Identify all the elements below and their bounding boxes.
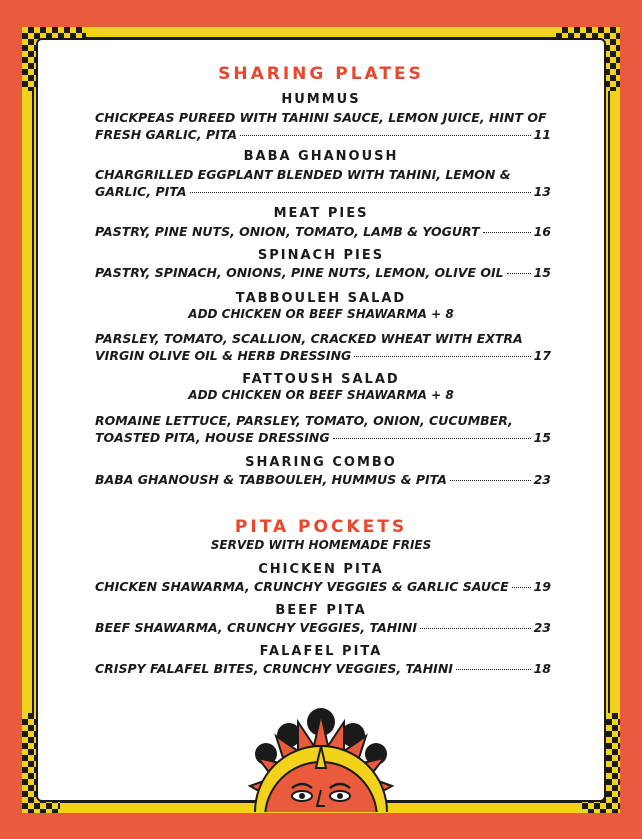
section-title-pita-pockets: PITA POCKETS — [234, 517, 408, 537]
item-price-chicken-pita: 19 — [533, 579, 551, 594]
item-price-baba-ghanoush: 13 — [533, 184, 551, 199]
item-desc-beef-pita: BEEF SHAWARMA, CRUNCHY VEGGIES, TAHINI 23 — [95, 620, 551, 635]
item-name-tabbouleh-salad: TABBOULEH SALAD — [235, 291, 407, 306]
section-subtitle-pita-pockets: SERVED WITH HOMEMADE FRIES — [210, 538, 432, 552]
item-name-meat-pies: MEAT PIES — [273, 206, 369, 221]
item-name-hummus: HUMMUS — [281, 92, 361, 107]
item-price-meat-pies: 16 — [533, 224, 551, 239]
item-price-fattoush-salad: 15 — [533, 430, 551, 445]
item-desc-tabbouleh-salad-1: PARSLEY, TOMATO, SCALLION, CRACKED WHEAT WITH EXTRA — [95, 331, 523, 346]
item-desc-falafel-pita: CRISPY FALAFEL BITES, CRUNCHY VEGGIES, TAHINI 18 — [95, 661, 551, 676]
item-price-hummus: 11 — [533, 127, 551, 142]
item-note-fattoush-salad: ADD CHICKEN OR BEEF SHAWARMA + 8 — [188, 388, 454, 402]
item-desc-fattoush-salad-2: TOASTED PITA, HOUSE DRESSING 15 — [95, 430, 551, 445]
item-desc-hummus-2: FRESH GARLIC, PITA 11 — [95, 127, 551, 142]
item-price-sharing-combo: 23 — [533, 472, 551, 487]
item-price-tabbouleh-salad: 17 — [533, 348, 551, 363]
item-name-baba-ghanoush: BABA GHANOUSH — [243, 149, 399, 164]
item-price-beef-pita: 23 — [533, 620, 551, 635]
sun-face-icon — [236, 706, 406, 812]
item-price-spinach-pies: 15 — [533, 265, 551, 280]
item-desc-chicken-pita: CHICKEN SHAWARMA, CRUNCHY VEGGIES & GARLIC SAUCE 19 — [95, 579, 551, 594]
item-desc-baba-ghanoush-1: CHARGRILLED EGGPLANT BLENDED WITH TAHINI, LEMON & — [95, 167, 511, 182]
item-desc-meat-pies: PASTRY, PINE NUTS, ONION, TOMATO, LAMB & YOGURT 16 — [95, 224, 551, 239]
item-price-falafel-pita: 18 — [533, 661, 551, 676]
item-name-falafel-pita: FALAFEL PITA — [259, 644, 383, 659]
item-name-chicken-pita: CHICKEN PITA — [258, 562, 384, 577]
item-desc-fattoush-salad-1: ROMAINE LETTUCE, PARSLEY, TOMATO, ONION, CUCUMBER, — [95, 413, 513, 428]
item-name-fattoush-salad: FATTOUSH SALAD — [242, 372, 400, 387]
item-note-tabbouleh-salad: ADD CHICKEN OR BEEF SHAWARMA + 8 — [188, 307, 454, 321]
item-desc-sharing-combo: BABA GHANOUSH & TABBOULEH, HUMMUS & PITA 23 — [95, 472, 551, 487]
section-title-sharing-plates: SHARING PLATES — [218, 64, 424, 84]
item-desc-tabbouleh-salad-2: VIRGIN OLIVE OIL & HERB DRESSING 17 — [95, 348, 551, 363]
item-name-spinach-pies: SPINACH PIES — [257, 248, 385, 263]
item-desc-hummus-1: CHICKPEAS PUREED WITH TAHINI SAUCE, LEMON JUICE, HINT OF — [95, 110, 547, 125]
item-name-sharing-combo: SHARING COMBO — [245, 455, 397, 470]
item-desc-spinach-pies: PASTRY, SPINACH, ONIONS, PINE NUTS, LEMON, OLIVE OIL 15 — [95, 265, 551, 280]
item-name-beef-pita: BEEF PITA — [275, 603, 367, 618]
item-desc-baba-ghanoush-2: GARLIC, PITA 13 — [95, 184, 551, 199]
